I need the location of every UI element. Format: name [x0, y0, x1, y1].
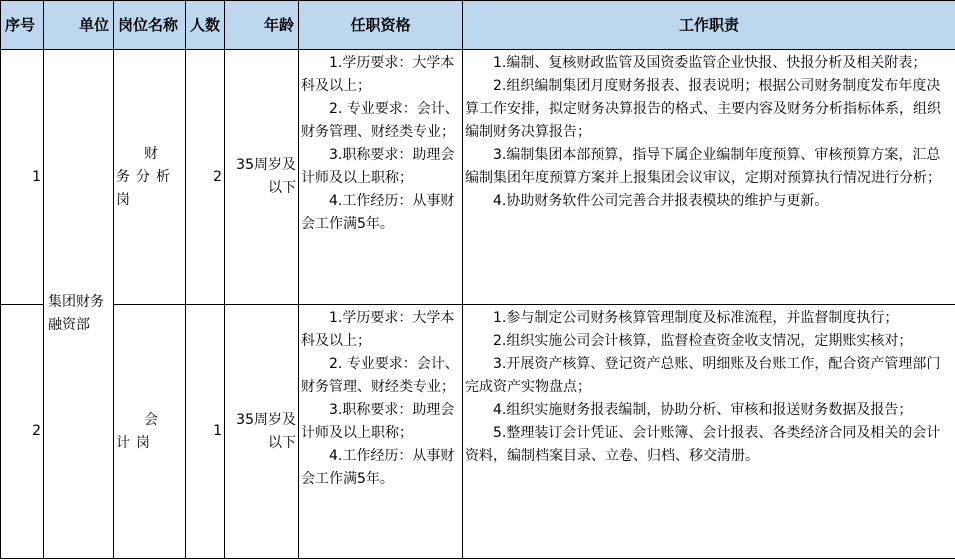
row-position [114, 50, 186, 305]
duty-item: 4.协助财务软件公司完善合并报表模块的维护与更新。 [493, 193, 829, 209]
header-count: 人数 [186, 1, 225, 50]
row-duties [463, 305, 955, 559]
unit-cell [44, 50, 114, 559]
qualification-item: 3.职称要求：助理会计师及以上职称； [301, 402, 455, 441]
header-seq: 序号 [1, 1, 44, 50]
row-age [225, 50, 299, 305]
row-seq: 2 [1, 305, 44, 559]
unit-name: 集团财务融资部 [48, 294, 104, 333]
duty-item: 2.组织实施公司会计核算，监督检查资金收支情况，定期账实核对； [493, 333, 913, 349]
row-count: 2 [186, 50, 225, 305]
header-row [1, 1, 955, 50]
duty-item: 2.组织编制集团月度财务报表、报表说明；根据公司财务制度发布年度决算工作安排，拟定财务决算报告的格式、主要内容及财务分析指标体系，组织编制财务决算报告； [465, 78, 941, 140]
row-count: 1 [186, 305, 225, 559]
header-duties: 工作职责 [463, 1, 955, 50]
qualification-item: 4.工作经历：从事财会工作满5年。 [301, 448, 455, 487]
duty-item: 3.编制集团本部预算，指导下属企业编制年度预算、审核预算方案，汇总编制集团年度预算方案并上报集团会议审议，定期对预算执行情况进行分析； [465, 147, 941, 186]
duty-item: 4.组织实施财务报表编制，协助分析、审核和报送财务数据及报告； [493, 402, 913, 418]
header-unit: 单位 [44, 1, 114, 50]
qualification-item: 3.职称要求：助理会计师及以上职称； [301, 147, 455, 186]
table-row [1, 305, 955, 559]
duty-item: 5.整理装订会计凭证、会计账簿、会计报表、各类经济合同及相关的会计资料，编制档案目录、立卷、归档、移交清册。 [465, 425, 941, 464]
header-position: 岗位名称 [114, 1, 186, 50]
qualification-item: 4.工作经历：从事财会工作满5年。 [301, 193, 455, 232]
row-age-label: 35周岁及以下 [236, 411, 296, 451]
row-duties [463, 50, 955, 305]
qualification-item: 1.学历要求：大学本科及以上； [301, 310, 455, 349]
row-qualifications [299, 305, 463, 559]
table-row [1, 50, 955, 305]
duty-item: 1.参与制定公司财务核算管理制度及标准流程，并监督制度执行； [493, 310, 899, 326]
header-age: 年龄 [225, 1, 299, 50]
row-position [114, 305, 186, 559]
duty-item: 3.开展资产核算、登记资产总账、明细账及台账工作，配合资产管理部门完成资产实物盘点； [465, 356, 941, 395]
row-age-label: 35周岁及以下 [236, 157, 296, 196]
qualification-item: 2. 专业要求：会计、财务管理、财经类专业； [301, 101, 459, 140]
row-seq: 1 [1, 50, 44, 305]
row-position-label: 会计岗 [116, 411, 164, 451]
duty-item: 1.编制、复核财政监管及国资委监管企业快报、快报分析及相关附表； [493, 55, 927, 71]
header-qualifications: 任职资格 [299, 1, 463, 50]
row-qualifications [299, 50, 463, 305]
row-age [225, 305, 299, 559]
row-position-label: 财务分析岗 [116, 145, 176, 208]
qualification-item: 1.学历要求：大学本科及以上； [301, 55, 455, 94]
qualification-item: 2. 专业要求：会计、财务管理、财经类专业； [301, 356, 459, 395]
